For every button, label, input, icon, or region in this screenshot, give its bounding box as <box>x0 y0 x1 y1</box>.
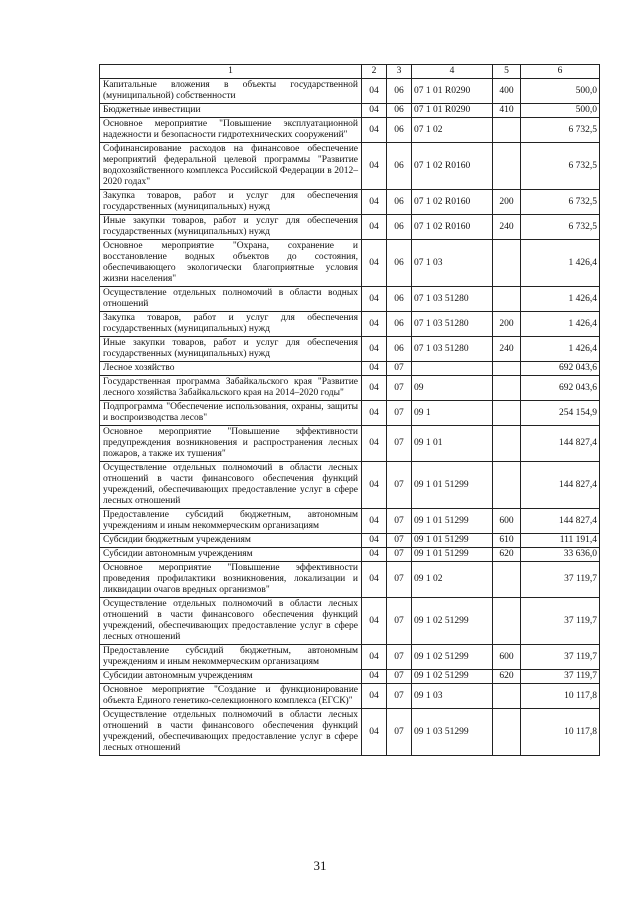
table-row <box>100 709 600 756</box>
cell-target-article: 07 1 02 R0160 <box>412 190 493 215</box>
cell-section: 04 <box>362 240 387 287</box>
cell-section: 04 <box>362 215 387 240</box>
cell-expense-type: 620 <box>493 670 521 684</box>
header-cell-expense-type: 5 <box>493 65 521 79</box>
cell-target-article: 09 1 01 51299 <box>412 534 493 548</box>
cell-subsection: 06 <box>387 240 412 287</box>
cell-section: 04 <box>362 684 387 709</box>
cell-section: 04 <box>362 287 387 312</box>
cell-expense-type: 610 <box>493 534 521 548</box>
cell-subsection: 06 <box>387 287 412 312</box>
cell-target-article: 07 1 02 R0160 <box>412 143 493 190</box>
cell-subsection: 07 <box>387 684 412 709</box>
cell-subsection: 07 <box>387 509 412 534</box>
cell-amount: 500,0 <box>521 104 600 118</box>
cell-amount: 37 119,7 <box>521 645 600 670</box>
table-row <box>100 362 600 376</box>
cell-amount: 254 154,9 <box>521 401 600 426</box>
table-row <box>100 118 600 143</box>
cell-amount: 500,0 <box>521 79 600 104</box>
cell-amount: 10 117,8 <box>521 684 600 709</box>
header-cell-amount: 6 <box>521 65 600 79</box>
cell-expense-type: 200 <box>493 312 521 337</box>
cell-target-article: 09 1 03 <box>412 684 493 709</box>
cell-expense-type: 240 <box>493 215 521 240</box>
cell-expense-type <box>493 287 521 312</box>
cell-amount: 1 426,4 <box>521 287 600 312</box>
cell-section: 04 <box>362 362 387 376</box>
cell-subsection: 07 <box>387 534 412 548</box>
header-cell-name: 1 <box>100 65 362 79</box>
cell-amount: 692 043,6 <box>521 362 600 376</box>
table-row <box>100 337 600 362</box>
table-row <box>100 79 600 104</box>
cell-section: 04 <box>362 118 387 143</box>
cell-amount: 692 043,6 <box>521 376 600 401</box>
cell-name: Осуществление отдельных полномочий в области водных отношений <box>100 287 362 312</box>
cell-subsection: 07 <box>387 562 412 598</box>
cell-amount: 6 732,5 <box>521 215 600 240</box>
cell-target-article: 09 1 02 51299 <box>412 670 493 684</box>
cell-amount: 144 827,4 <box>521 426 600 462</box>
cell-section: 04 <box>362 548 387 562</box>
cell-target-article: 07 1 01 R0290 <box>412 79 493 104</box>
cell-name: Основное мероприятие "Повышение эффективности предупреждения возникновения и распространения лесных пожаров, а также их тушения" <box>100 426 362 462</box>
header-cell-target-article: 4 <box>412 65 493 79</box>
cell-target-article: 09 1 01 <box>412 426 493 462</box>
cell-name: Государственная программа Забайкальского края "Развитие лесного хозяйства Забайкальского края на 2014–2020 годы" <box>100 376 362 401</box>
table-row <box>100 143 600 190</box>
cell-subsection: 07 <box>387 362 412 376</box>
cell-name: Предоставление субсидий бюджетным, автономным учреждениям и иным некоммерческим организациям <box>100 645 362 670</box>
cell-name: Софинансирование расходов на финансовое обеспечение мероприятий федеральной целевой программы "Развитие водохозяйственного комплекса Российской Федерации в 2012–2020 годах" <box>100 143 362 190</box>
cell-amount: 1 426,4 <box>521 240 600 287</box>
cell-subsection: 06 <box>387 143 412 190</box>
cell-name: Бюджетные инвестиции <box>100 104 362 118</box>
cell-name: Подпрограмма "Обеспечение использования, охраны, защиты и воспроизводства лесов" <box>100 401 362 426</box>
cell-subsection: 07 <box>387 670 412 684</box>
cell-amount: 37 119,7 <box>521 598 600 645</box>
cell-amount: 37 119,7 <box>521 670 600 684</box>
cell-name: Закупка товаров, работ и услуг для обеспечения государственных (муниципальных) нужд <box>100 312 362 337</box>
cell-section: 04 <box>362 190 387 215</box>
table-row <box>100 240 600 287</box>
cell-section: 04 <box>362 312 387 337</box>
budget-table-body <box>100 65 600 756</box>
cell-expense-type <box>493 709 521 756</box>
cell-section: 04 <box>362 562 387 598</box>
cell-expense-type: 600 <box>493 645 521 670</box>
cell-target-article: 09 1 01 51299 <box>412 462 493 509</box>
table-row <box>100 104 600 118</box>
cell-amount: 144 827,4 <box>521 509 600 534</box>
cell-target-article: 07 1 02 <box>412 118 493 143</box>
cell-target-article: 07 1 03 51280 <box>412 312 493 337</box>
table-row <box>100 562 600 598</box>
cell-subsection: 07 <box>387 645 412 670</box>
cell-section: 04 <box>362 645 387 670</box>
cell-target-article: 09 1 01 51299 <box>412 509 493 534</box>
cell-subsection: 06 <box>387 79 412 104</box>
table-header-row <box>100 65 600 79</box>
cell-name: Закупка товаров, работ и услуг для обеспечения государственных (муниципальных) нужд <box>100 190 362 215</box>
cell-subsection: 07 <box>387 598 412 645</box>
cell-expense-type <box>493 118 521 143</box>
table-row <box>100 534 600 548</box>
cell-expense-type: 400 <box>493 79 521 104</box>
cell-section: 04 <box>362 509 387 534</box>
cell-amount: 10 117,8 <box>521 709 600 756</box>
cell-expense-type <box>493 684 521 709</box>
cell-section: 04 <box>362 709 387 756</box>
cell-name: Осуществление отдельных полномочий в области лесных отношений в части финансового обеспечения функций учреждений, обеспечивающих предоставление услуг в сфере лесных отношений <box>100 598 362 645</box>
cell-name: Лесное хозяйство <box>100 362 362 376</box>
cell-section: 04 <box>362 79 387 104</box>
cell-name: Капитальные вложения в объекты государственной (муниципальной) собственности <box>100 79 362 104</box>
cell-expense-type: 620 <box>493 548 521 562</box>
cell-section: 04 <box>362 104 387 118</box>
cell-expense-type <box>493 401 521 426</box>
cell-section: 04 <box>362 337 387 362</box>
cell-amount: 144 827,4 <box>521 462 600 509</box>
cell-target-article: 07 1 03 51280 <box>412 287 493 312</box>
cell-target-article: 07 1 01 R0290 <box>412 104 493 118</box>
cell-target-article: 09 1 01 51299 <box>412 548 493 562</box>
table-row <box>100 684 600 709</box>
cell-name: Основное мероприятие "Повышение эффективности проведения профилактики возникновения, локализации и ликвидации очагов вредных организмов" <box>100 562 362 598</box>
cell-target-article: 09 1 02 <box>412 562 493 598</box>
cell-section: 04 <box>362 598 387 645</box>
cell-amount: 111 191,4 <box>521 534 600 548</box>
cell-target-article: 09 1 02 51299 <box>412 645 493 670</box>
cell-subsection: 07 <box>387 548 412 562</box>
table-row <box>100 670 600 684</box>
cell-name: Субсидии бюджетным учреждениям <box>100 534 362 548</box>
cell-expense-type: 240 <box>493 337 521 362</box>
cell-subsection: 07 <box>387 462 412 509</box>
page-number: 31 <box>313 858 327 873</box>
cell-amount: 6 732,5 <box>521 143 600 190</box>
cell-target-article: 09 1 03 51299 <box>412 709 493 756</box>
cell-target-article: 09 1 <box>412 401 493 426</box>
cell-name: Осуществление отдельных полномочий в области лесных отношений в части финансового обеспечения функций учреждений, обеспечивающих предоставление услуг в сфере лесных отношений <box>100 462 362 509</box>
cell-subsection: 07 <box>387 709 412 756</box>
table-row <box>100 598 600 645</box>
cell-expense-type <box>493 562 521 598</box>
cell-section: 04 <box>362 401 387 426</box>
cell-amount: 33 636,0 <box>521 548 600 562</box>
cell-section: 04 <box>362 426 387 462</box>
cell-target-article: 07 1 03 51280 <box>412 337 493 362</box>
header-cell-section: 2 <box>362 65 387 79</box>
cell-name: Осуществление отдельных полномочий в области лесных отношений в части финансового обеспечения функций учреждений, обеспечивающих предоставление услуг в сфере лесных отношений <box>100 709 362 756</box>
table-row <box>100 548 600 562</box>
cell-name: Основное мероприятие "Повышение эксплуатационной надежности и безопасности гидротехнических сооружений" <box>100 118 362 143</box>
cell-subsection: 06 <box>387 190 412 215</box>
header-cell-subsection: 3 <box>387 65 412 79</box>
cell-expense-type <box>493 362 521 376</box>
cell-expense-type <box>493 462 521 509</box>
table-row <box>100 190 600 215</box>
cell-section: 04 <box>362 376 387 401</box>
cell-target-article: 09 1 02 51299 <box>412 598 493 645</box>
table-row <box>100 215 600 240</box>
table-row <box>100 426 600 462</box>
cell-expense-type: 410 <box>493 104 521 118</box>
cell-expense-type: 600 <box>493 509 521 534</box>
cell-target-article <box>412 362 493 376</box>
table-row <box>100 376 600 401</box>
cell-expense-type <box>493 240 521 287</box>
cell-expense-type <box>493 143 521 190</box>
cell-subsection: 07 <box>387 426 412 462</box>
budget-table <box>99 64 600 756</box>
table-row <box>100 462 600 509</box>
cell-amount: 1 426,4 <box>521 312 600 337</box>
cell-name: Основное мероприятие "Создание и функционирование объекта Единого генетико-селекционного комплекса (ЕГСК)" <box>100 684 362 709</box>
table-row <box>100 401 600 426</box>
cell-expense-type <box>493 426 521 462</box>
cell-section: 04 <box>362 534 387 548</box>
table-row <box>100 287 600 312</box>
cell-target-article: 09 <box>412 376 493 401</box>
cell-amount: 6 732,5 <box>521 118 600 143</box>
cell-section: 04 <box>362 670 387 684</box>
cell-subsection: 06 <box>387 337 412 362</box>
cell-expense-type <box>493 598 521 645</box>
cell-target-article: 07 1 03 <box>412 240 493 287</box>
cell-subsection: 06 <box>387 312 412 337</box>
cell-name: Предоставление субсидий бюджетным, автономным учреждениям и иным некоммерческим организациям <box>100 509 362 534</box>
cell-subsection: 06 <box>387 118 412 143</box>
table-row <box>100 312 600 337</box>
table-row <box>100 509 600 534</box>
cell-subsection: 06 <box>387 104 412 118</box>
cell-expense-type <box>493 376 521 401</box>
cell-expense-type: 200 <box>493 190 521 215</box>
cell-section: 04 <box>362 462 387 509</box>
cell-name: Иные закупки товаров, работ и услуг для обеспечения государственных (муниципальных) нужд <box>100 337 362 362</box>
cell-subsection: 06 <box>387 215 412 240</box>
cell-amount: 37 119,7 <box>521 562 600 598</box>
cell-target-article: 07 1 02 R0160 <box>412 215 493 240</box>
cell-name: Субсидии автономным учреждениям <box>100 670 362 684</box>
cell-name: Основное мероприятие "Охрана, сохранение и восстановление водных объектов до состояния, обеспечивающего экологически благоприятные условия жизни населения" <box>100 240 362 287</box>
cell-subsection: 07 <box>387 401 412 426</box>
cell-name: Иные закупки товаров, работ и услуг для обеспечения государственных (муниципальных) нужд <box>100 215 362 240</box>
cell-name: Субсидии автономным учреждениям <box>100 548 362 562</box>
cell-amount: 6 732,5 <box>521 190 600 215</box>
cell-subsection: 07 <box>387 376 412 401</box>
cell-section: 04 <box>362 143 387 190</box>
table-row <box>100 645 600 670</box>
cell-amount: 1 426,4 <box>521 337 600 362</box>
